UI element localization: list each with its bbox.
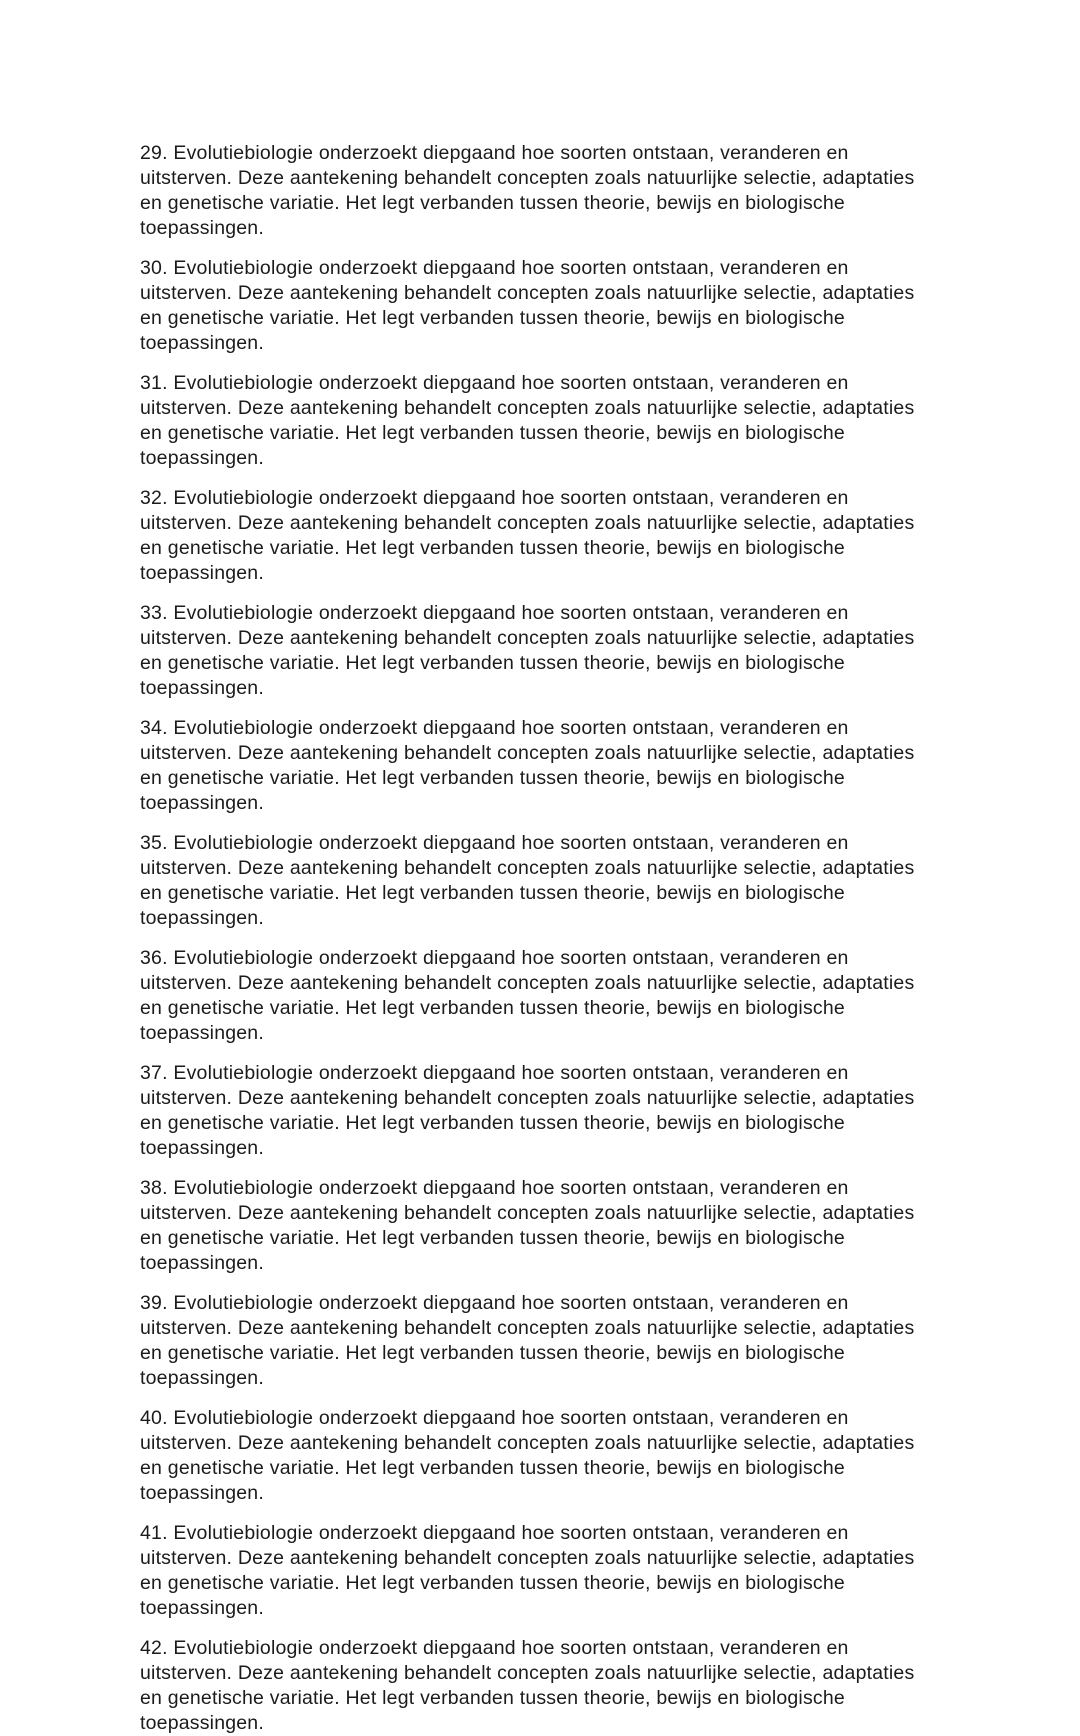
note-paragraph: 35. Evolutiebiologie onderzoekt diepgaand hoe soorten ontstaan, veranderen en uitsterven. Deze aantekening behandelt concepten zoals natuurlijke selectie, adaptaties en genetische variatie. Het legt verbanden tussen theorie, bewijs en biologische toepassingen.: [140, 832, 915, 929]
note-paragraph: 34. Evolutiebiologie onderzoekt diepgaand hoe soorten ontstaan, veranderen en uitsterven. Deze aantekening behandelt concepten zoals natuurlijke selectie, adaptaties en genetische variatie. Het legt verbanden tussen theorie, bewijs en biologische toepassingen.: [140, 717, 915, 814]
note-paragraph: 39. Evolutiebiologie onderzoekt diepgaand hoe soorten ontstaan, veranderen en uitsterven. Deze aantekening behandelt concepten zoals natuurlijke selectie, adaptaties en genetische variatie. Het legt verbanden tussen theorie, bewijs en biologische toepassingen.: [140, 1292, 915, 1389]
note-paragraph: 33. Evolutiebiologie onderzoekt diepgaand hoe soorten ontstaan, veranderen en uitsterven. Deze aantekening behandelt concepten zoals natuurlijke selectie, adaptaties en genetische variatie. Het legt verbanden tussen theorie, bewijs en biologische toepassingen.: [140, 602, 915, 699]
document-body: [140, 141, 937, 1736]
note-paragraph: 37. Evolutiebiologie onderzoekt diepgaand hoe soorten ontstaan, veranderen en uitsterven. Deze aantekening behandelt concepten zoals natuurlijke selectie, adaptaties en genetische variatie. Het legt verbanden tussen theorie, bewijs en biologische toepassingen.: [140, 1062, 915, 1159]
note-paragraph: 29. Evolutiebiologie onderzoekt diepgaand hoe soorten ontstaan, veranderen en uitsterven. Deze aantekening behandelt concepten zoals natuurlijke selectie, adaptaties en genetische variatie. Het legt verbanden tussen theorie, bewijs en biologische toepassingen.: [140, 142, 915, 239]
note-paragraph: 41. Evolutiebiologie onderzoekt diepgaand hoe soorten ontstaan, veranderen en uitsterven. Deze aantekening behandelt concepten zoals natuurlijke selectie, adaptaties en genetische variatie. Het legt verbanden tussen theorie, bewijs en biologische toepassingen.: [140, 1522, 915, 1619]
note-paragraph: 42. Evolutiebiologie onderzoekt diepgaand hoe soorten ontstaan, veranderen en uitsterven. Deze aantekening behandelt concepten zoals natuurlijke selectie, adaptaties en genetische variatie. Het legt verbanden tussen theorie, bewijs en biologische toepassingen.: [140, 1637, 915, 1734]
note-paragraph: 32. Evolutiebiologie onderzoekt diepgaand hoe soorten ontstaan, veranderen en uitsterven. Deze aantekening behandelt concepten zoals natuurlijke selectie, adaptaties en genetische variatie. Het legt verbanden tussen theorie, bewijs en biologische toepassingen.: [140, 487, 915, 584]
note-paragraph: 30. Evolutiebiologie onderzoekt diepgaand hoe soorten ontstaan, veranderen en uitsterven. Deze aantekening behandelt concepten zoals natuurlijke selectie, adaptaties en genetische variatie. Het legt verbanden tussen theorie, bewijs en biologische toepassingen.: [140, 257, 915, 354]
note-paragraph: 36. Evolutiebiologie onderzoekt diepgaand hoe soorten ontstaan, veranderen en uitsterven. Deze aantekening behandelt concepten zoals natuurlijke selectie, adaptaties en genetische variatie. Het legt verbanden tussen theorie, bewijs en biologische toepassingen.: [140, 947, 915, 1044]
note-paragraph: 38. Evolutiebiologie onderzoekt diepgaand hoe soorten ontstaan, veranderen en uitsterven. Deze aantekening behandelt concepten zoals natuurlijke selectie, adaptaties en genetische variatie. Het legt verbanden tussen theorie, bewijs en biologische toepassingen.: [140, 1177, 915, 1274]
note-paragraph: 31. Evolutiebiologie onderzoekt diepgaand hoe soorten ontstaan, veranderen en uitsterven. Deze aantekening behandelt concepten zoals natuurlijke selectie, adaptaties en genetische variatie. Het legt verbanden tussen theorie, bewijs en biologische toepassingen.: [140, 372, 915, 469]
note-paragraph: 40. Evolutiebiologie onderzoekt diepgaand hoe soorten ontstaan, veranderen en uitsterven. Deze aantekening behandelt concepten zoals natuurlijke selectie, adaptaties en genetische variatie. Het legt verbanden tussen theorie, bewijs en biologische toepassingen.: [140, 1407, 915, 1504]
